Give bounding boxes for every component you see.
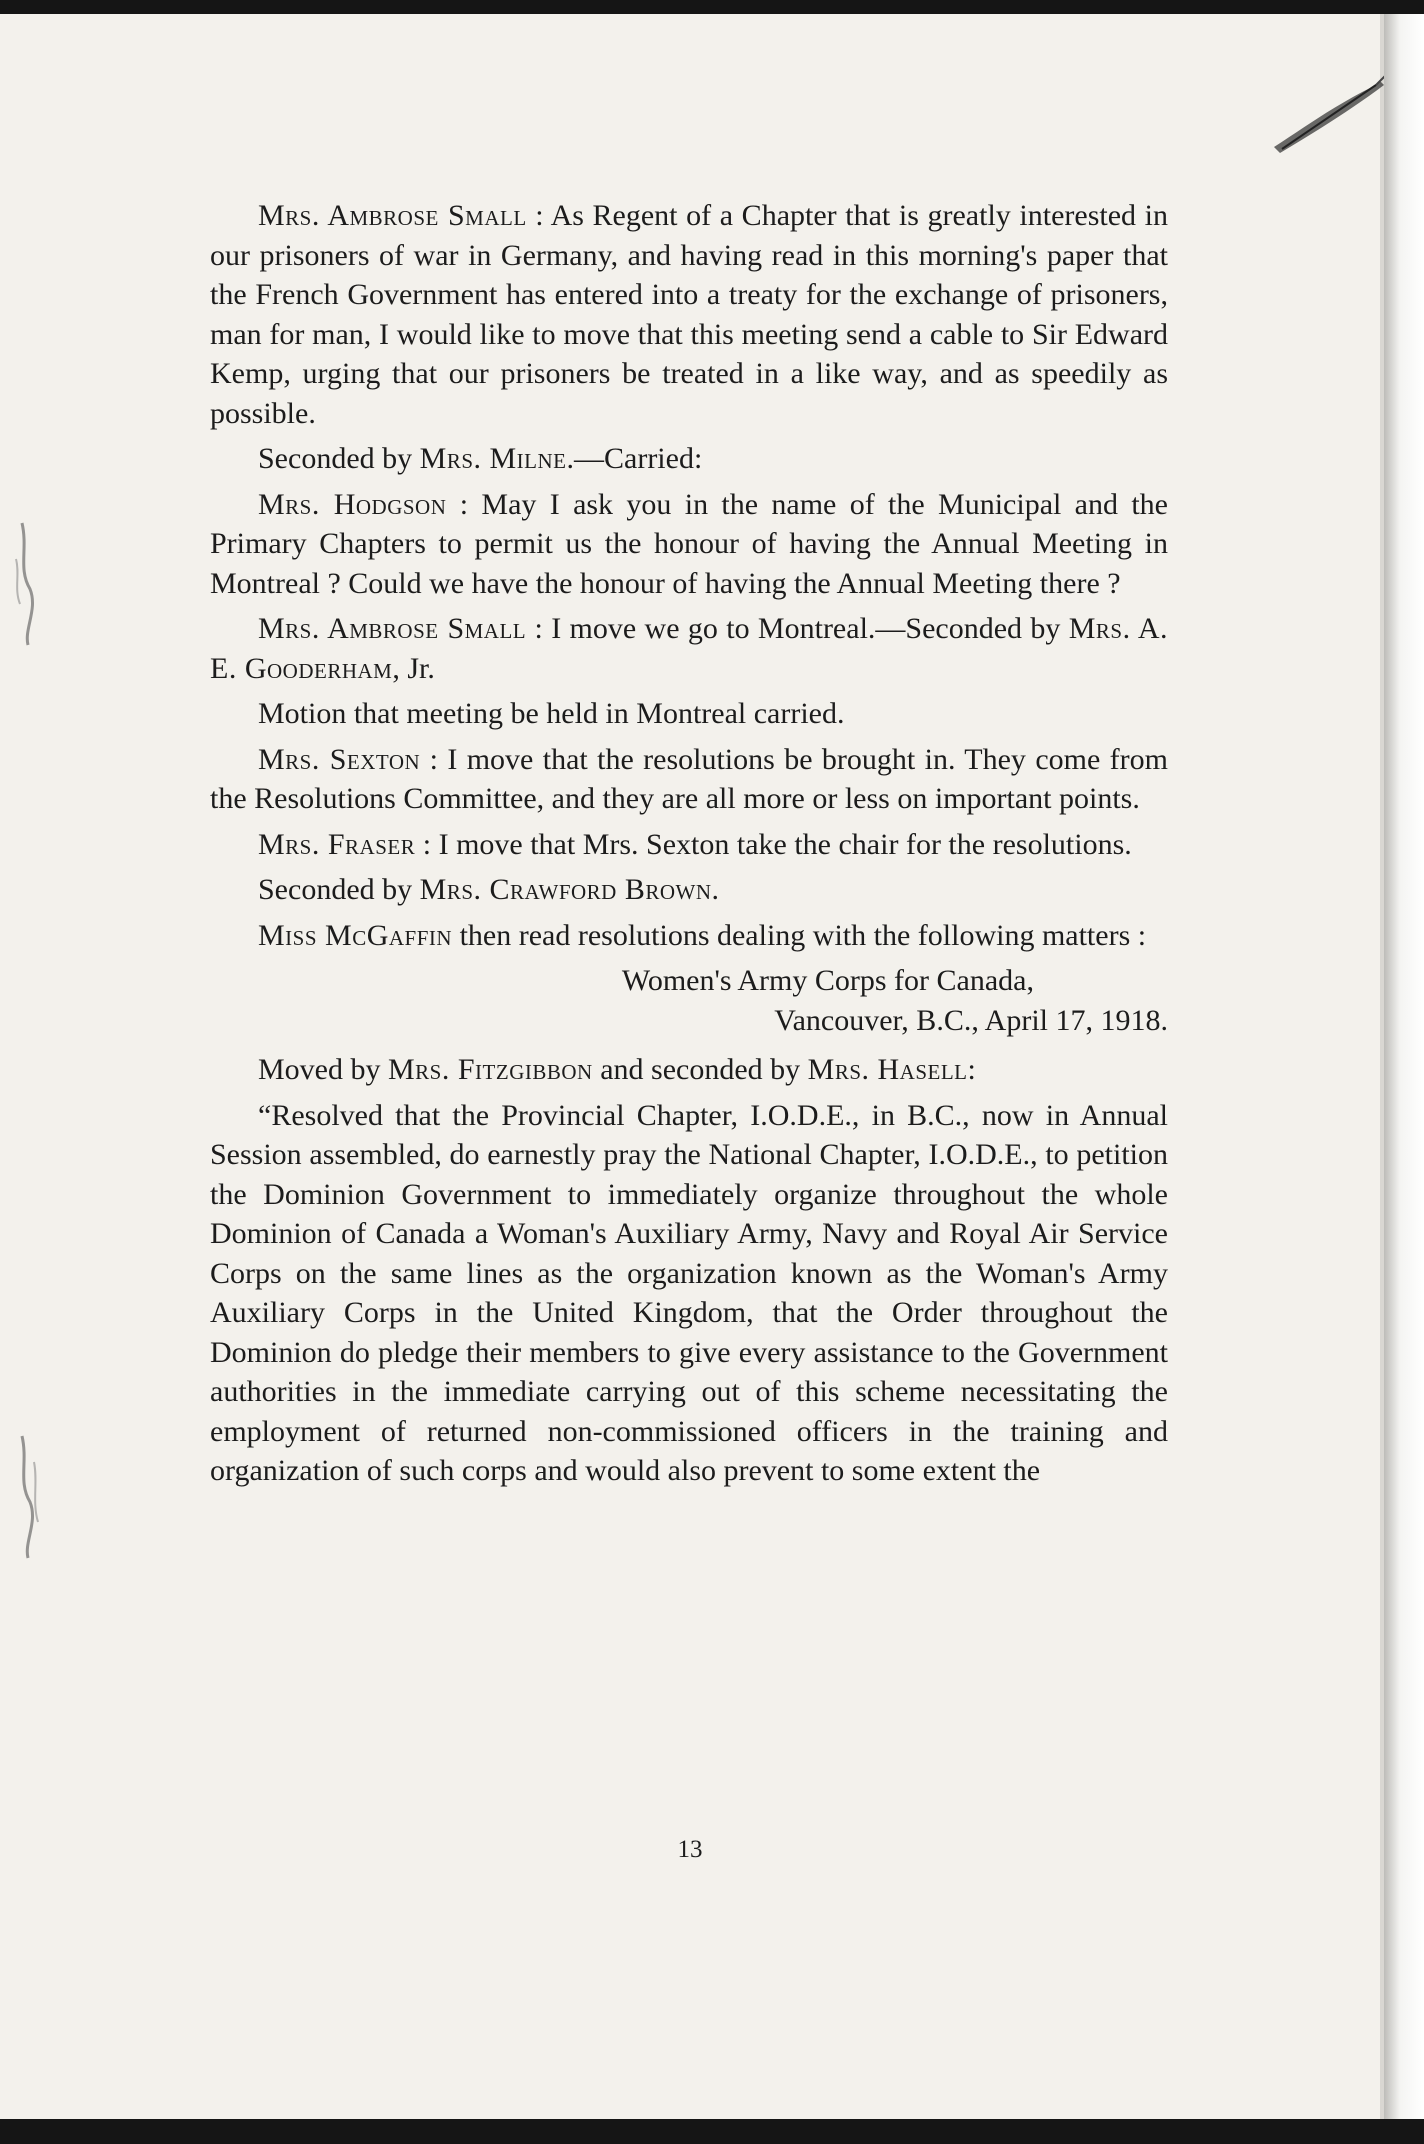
paragraph-sexton: Mrs. Sexton : I move that the resolutions be brought in. They come from the Resolutions Committee, and they are all more or less on important points. <box>210 742 1168 815</box>
paragraph-fraser: Mrs. Fraser : I move that Mrs. Sexton take the chair for the resolutions. <box>258 827 1132 861</box>
paragraph-text: then read resolutions dealing with the following matters : <box>459 918 1147 952</box>
speaker-name: Mrs. Fraser <box>258 827 416 861</box>
paragraph-text: . <box>711 873 720 906</box>
paragraph-small-motion: Mrs. Ambrose Small : As Regent of a Chapter that is greatly interested in our prisoners of war in Germany, and having read in this morning's paper that the French Government has entered into a treaty for the exchange of prisoners, man for man, I would like to move that this meeting send a cable to Sir Edward Kemp, urging that our prisoners be treated in a like way, and as speedily as possible. <box>210 199 1168 430</box>
page-edge-shadow <box>1384 14 1424 2119</box>
paragraph-text: Motion that meeting be held in Montreal carried. <box>258 697 845 730</box>
paragraph-small-montreal: Mrs. Ambrose Small : I move we go to Montreal.—Seconded by Mrs. A. E. Gooderham, Jr. <box>210 612 1168 685</box>
speaker-name: Miss McGaffin <box>258 918 453 952</box>
paragraph-hodgson: Mrs. Hodgson : May I ask you in the name of the Municipal and the Primary Chapters to permit us the honour of having the Annual Meeting in Montreal ? Could we have the honour of having the Annual Meeting there ? <box>210 487 1168 600</box>
paragraph-motion-carried <box>210 694 1168 734</box>
paragraph-text: I move we go to Montreal.—Seconded by <box>551 612 1069 645</box>
resolution-heading-place-date: Vancouver, B.C., April 17, 1918. <box>774 1003 1168 1037</box>
paragraph-resolution <box>210 1096 1168 1491</box>
margin-smudge-lower <box>10 1432 50 1562</box>
speaker-name: Mrs. Sexton <box>258 742 421 776</box>
body-text <box>210 196 1168 1497</box>
speaker-name: Mrs. Hodgson <box>258 487 447 521</box>
book-page <box>0 14 1384 2119</box>
paragraph-text: I move that Mrs. Sexton take the chair for the resolutions. <box>438 827 1132 861</box>
speaker-name: Mrs. Milne <box>419 442 567 475</box>
paragraph-moved-by: Moved by Mrs. Fitzgibbon and seconded by Mrs. Hasell: <box>258 1053 976 1086</box>
speaker-name: Mrs. Hasell <box>807 1053 968 1086</box>
paragraph-text: I move that the resolutions be brought in. They come from the Resolutions Committee, and they are all more or less on important points. <box>210 742 1168 815</box>
paragraph-seconded-brown: Seconded by Mrs. Crawford Brown. <box>258 873 720 906</box>
resolution-heading-title: Women's Army Corps for Canada, <box>621 964 1034 997</box>
paragraph-text: As Regent of a Chapter that is greatly interested in our prisoners of war in Germany, and having read in this morning's paper that the French Government has entered into a treaty for the exchange of prisoners, man for man, I would like to move that this meeting send a cable to Sir Edward Kemp, urging that our prisoners be treated in a like way, and as speedily as possible. <box>210 199 1168 430</box>
paragraph-seconded-milne: Seconded by Mrs. Milne.—Carried: <box>258 442 703 475</box>
speaker-name: Mrs. Ambrose Small <box>258 612 527 645</box>
speaker-name: Mrs. A. E. Gooderham <box>210 612 1168 685</box>
speaker-name: Mrs. Crawford Brown <box>419 873 712 906</box>
feather-mark-decoration <box>1272 69 1392 159</box>
page-number: 13 <box>677 1836 703 1863</box>
paragraph-text: “Resolved that the Provincial Chapter, I.O.D.E., in B.C., now in Annual Session assembled, do earnestly pray the National Chapter, I.O.D.E., to petition the Dominion Government to immediately organize throughout the whole Dominion of Canada a Woman's Auxiliary Army, Navy and Royal Air Service Corps on the same lines as the organization known as the Woman's Army Auxiliary Corps in the United Kingdom, that the Order throughout the Dominion do pledge their members to give every assistance to the Government authorities in the immediate carrying out of this scheme necessitating the employment of returned non-commissioned officers in the training and organization of such corps and would also prevent to some extent the <box>210 1098 1168 1487</box>
speaker-name: Mrs. Ambrose Small <box>258 199 527 232</box>
paragraph-text: .—Carried: <box>566 442 703 475</box>
margin-smudge-upper <box>8 519 48 649</box>
paragraph-text: May I ask you in the name of the Municipal and the Primary Chapters to permit us the honour of having the Annual Meeting in Montreal ? Could we have the honour of having the Annual Meeting there ? <box>210 487 1168 600</box>
speaker-name: Mrs. Fitzgibbon <box>388 1053 593 1086</box>
paragraph-mcgaffin <box>210 916 1168 956</box>
